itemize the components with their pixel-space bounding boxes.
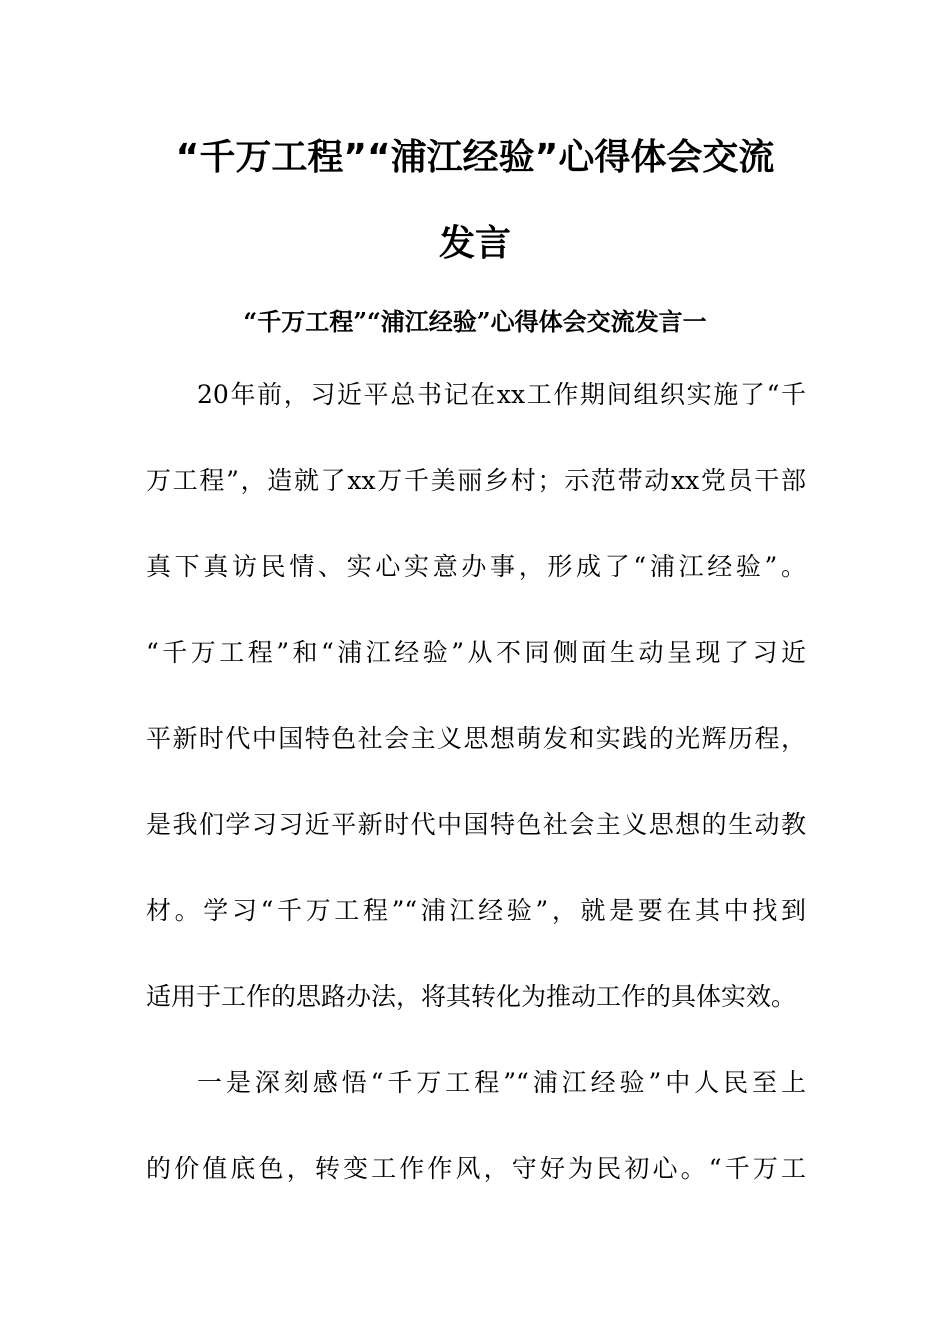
paragraph-line: 是我们学习习近平新时代中国特色社会主义思想的生动教 [146,810,806,839]
paragraph-line: 的价值底色，转变工作作风，守好为民初心。“千万工 [146,1154,806,1183]
paragraph-line: 适用于工作的思路办法，将其转化为推动工作的具体实效。 [146,982,797,1011]
paragraph-line: “千万工程”和“浦江经验”从不同侧面生动呈现了习近 [146,638,806,667]
paragraph-line: 万工程”，造就了xx万千美丽乡村；示范带动xx党员干部 [146,466,806,495]
paragraph-line: 20年前，习近平总书记在xx工作期间组织实施了“千 [197,380,806,409]
section-subtitle: “千万工程”“浦江经验”心得体会交流发言一 [243,307,707,336]
paragraph-line: 材。学习“千万工程”“浦江经验”，就是要在其中找到 [146,896,806,925]
paragraph-line: 真下真访民情、实心实意办事，形成了“浦江经验”。 [146,552,806,581]
paragraph-line: 一是深刻感悟“千万工程”“浦江经验”中人民至上 [197,1068,806,1097]
document-title-line-1: “千万工程”“浦江经验”心得体会交流 [175,137,775,178]
paragraph-line: 平新时代中国特色社会主义思想萌发和实践的光辉历程， [146,724,806,753]
document-title-line-2: 发言 [438,223,511,264]
